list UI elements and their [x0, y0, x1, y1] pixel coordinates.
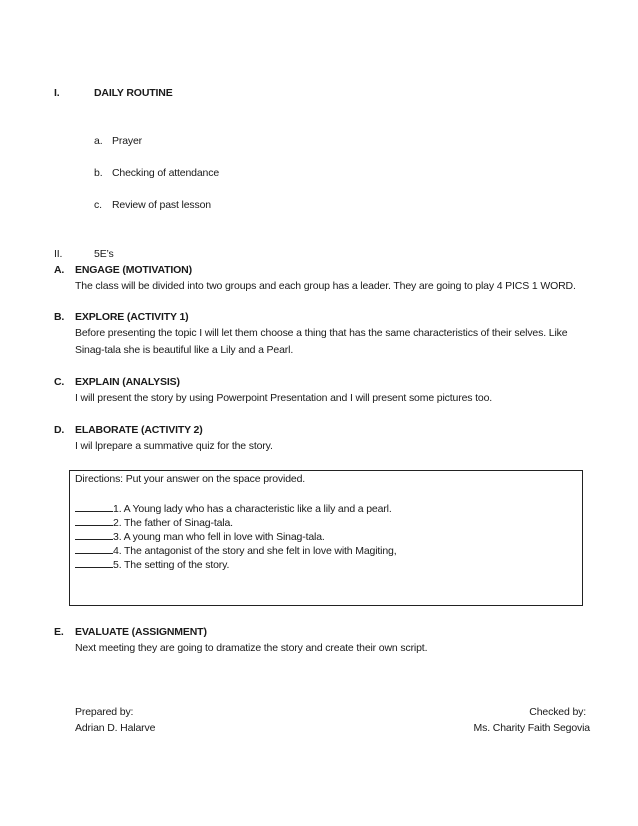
list-item-letter: b. [94, 167, 103, 179]
quiz-directions: Directions: Put your answer on the space provided. [75, 473, 306, 485]
subsection-title: EVALUATE (ASSIGNMENT) [75, 626, 207, 638]
answer-blank [75, 530, 113, 540]
subsection-title: EXPLORE (ACTIVITY 1) [75, 311, 189, 323]
quiz-item: 4. The antagonist of the story and she felt in love with Magiting, [75, 544, 397, 557]
list-item: Checking of attendance [112, 167, 220, 179]
list-item: Review of past lesson [112, 199, 211, 211]
subsection-body: The class will be divided into two groups and each group has a leader. They are going to play 4 PICS 1 WORD. [75, 280, 576, 292]
section-title: 5E’s [94, 248, 114, 260]
subsection-letter: D. [54, 424, 65, 436]
subsection-body: Next meeting they are going to dramatize the story and create their own script. [75, 642, 428, 654]
subsection-title: ELABORATE (ACTIVITY 2) [75, 424, 203, 436]
list-item-letter: c. [94, 199, 102, 211]
section-numeral: I. [54, 87, 60, 99]
prepared-name: Adrian D. Halarve [75, 722, 156, 734]
list-item-letter: a. [94, 135, 103, 147]
subsection-body: I will present the story by using Powerpoint Presentation and I will present some pictures too. [75, 392, 493, 404]
subsection-body: Before presenting the topic I will let them choose a thing that has the same characteristics of their selves. Like [75, 327, 568, 339]
subsection-letter: C. [54, 376, 65, 388]
quiz-item: 5. The setting of the story. [75, 558, 229, 571]
section-title: DAILY ROUTINE [94, 87, 173, 99]
subsection-letter: B. [54, 311, 65, 323]
quiz-item: 2. The father of Sinag-tala. [75, 516, 233, 529]
prepared-label: Prepared by: [75, 706, 134, 718]
subsection-body: Sinag-tala she is beautiful like a Lily and a Pearl. [75, 344, 294, 356]
list-item: Prayer [112, 135, 143, 147]
answer-blank [75, 516, 113, 526]
checked-label: Checked by: [529, 706, 586, 718]
subsection-title: EXPLAIN (ANALYSIS) [75, 376, 180, 388]
subsection-letter: E. [54, 626, 64, 638]
quiz-item: 1. A Young lady who has a characteristic like a lily and a pearl. [75, 502, 392, 515]
answer-blank [75, 544, 113, 554]
answer-blank [75, 558, 113, 568]
checked-name: Ms. Charity Faith Segovia [473, 722, 590, 734]
answer-blank [75, 502, 113, 512]
quiz-item: 3. A young man who fell in love with Sinag-tala. [75, 530, 325, 543]
section-numeral: II. [54, 248, 63, 260]
subsection-letter: A. [54, 264, 65, 276]
subsection-title: ENGAGE (MOTIVATION) [75, 264, 192, 276]
subsection-body: I wil lprepare a summative quiz for the story. [75, 440, 273, 452]
